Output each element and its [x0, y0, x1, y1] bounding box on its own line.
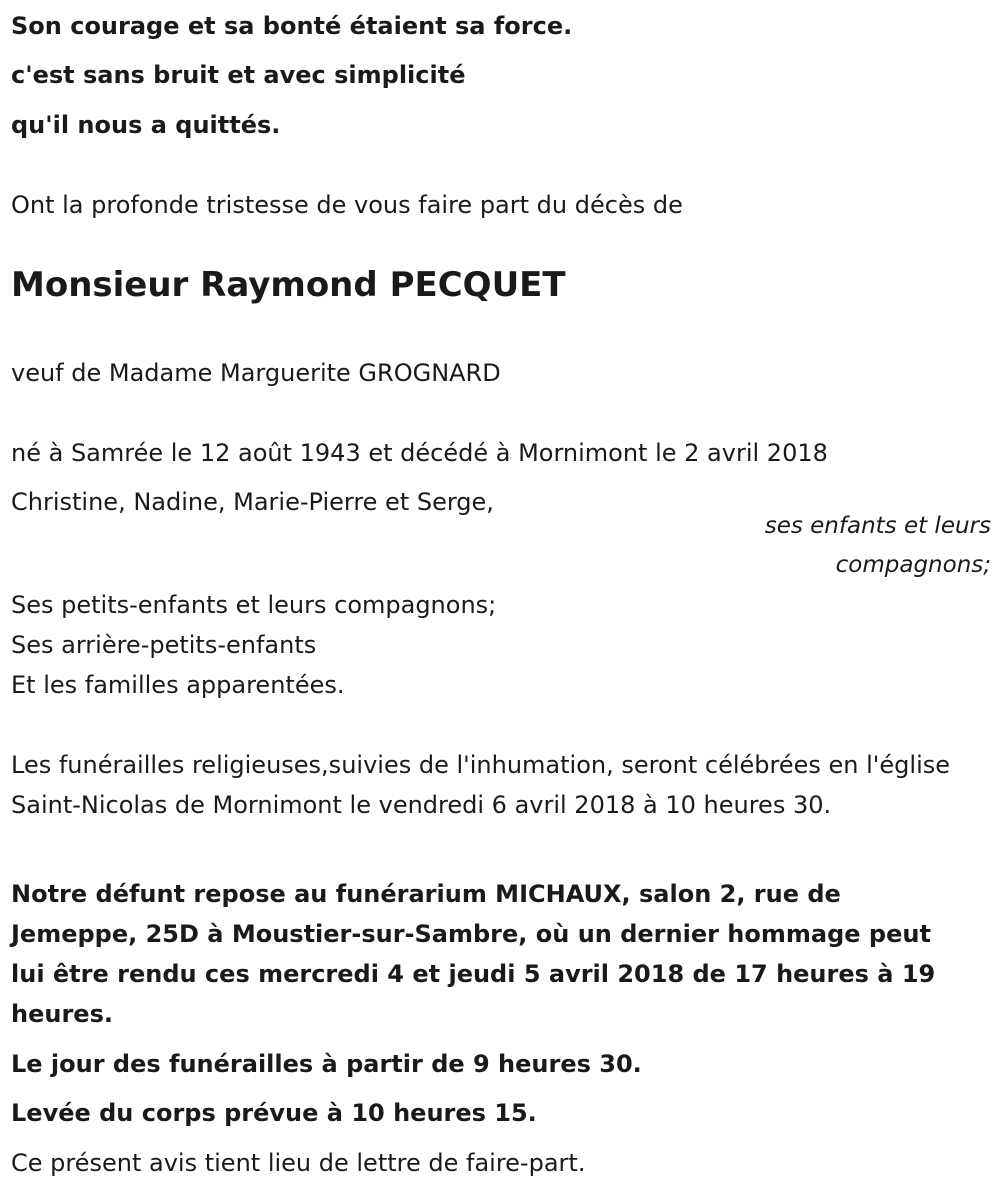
- poem-line-1: Son courage et sa bonté étaient sa force.: [11, 12, 573, 40]
- funeral-details: Les funérailles religieuses,suivies de l'inhumation, seront célébrées en l'église Saint-Nicolas de Mornimont le vendredi 6 avril 2018 à 10 heures 30.: [11, 751, 950, 819]
- children-names: Christine, Nadine, Marie-Pierre et Serge,: [11, 488, 494, 516]
- relatives: Et les familles apparentées.: [11, 671, 345, 699]
- intro-text: Ont la profonde tristesse de vous faire part du décès de: [11, 191, 683, 219]
- closing-note: Ce présent avis tient lieu de lettre de faire-part.: [11, 1149, 586, 1177]
- funeral-day: Le jour des funérailles à partir de 9 heures 30.: [11, 1050, 642, 1078]
- poem-line-3: qu'il nous a quittés.: [11, 111, 281, 139]
- birth-death: né à Samrée le 12 août 1943 et décédé à Mornimont le 2 avril 2018: [11, 439, 828, 467]
- widower-of: veuf de Madame Marguerite GROGNARD: [11, 359, 501, 387]
- poem-line-2: c'est sans bruit et avec simplicité: [11, 61, 466, 89]
- children-relation: ses enfants et leurs compagnons;: [764, 513, 991, 578]
- visitation-details: Notre défunt repose au funérarium MICHAUX, salon 2, rue de Jemeppe, 25D à Moustier-sur-Sambre, où un dernier hommage peut lui être rendu ces mercredi 4 et jeudi 5 avril 2018 de 17 heures à 19 heures.: [11, 880, 936, 1028]
- great-grandchildren: Ses arrière-petits-enfants: [11, 631, 317, 659]
- body-removal: Levée du corps prévue à 10 heures 15.: [11, 1099, 537, 1127]
- deceased-name: Monsieur Raymond PECQUET: [11, 265, 566, 305]
- grandchildren: Ses petits-enfants et leurs compagnons;: [11, 591, 497, 619]
